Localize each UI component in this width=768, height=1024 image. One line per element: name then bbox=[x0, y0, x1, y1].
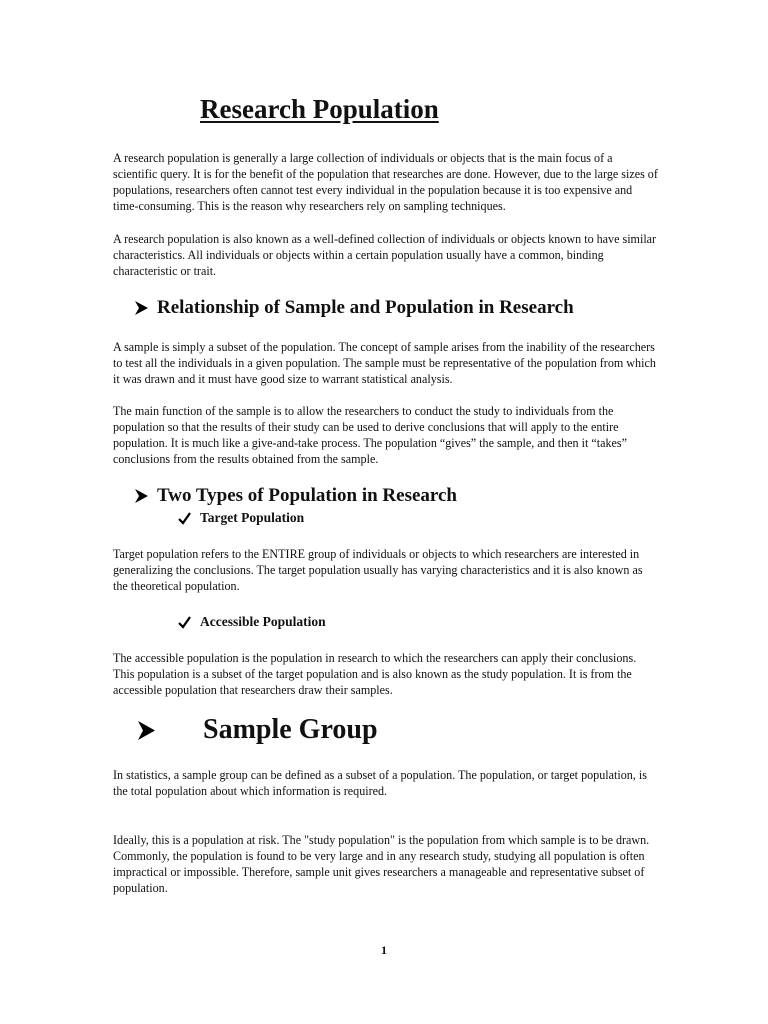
relationship-paragraph-2: The main function of the sample is to allow the researchers to conduct the study to individuals from the population so that the results of their study can be used to derive conclusions that will apply to the entire population. It is much like a give-and-take process. The population “gives” the sample, and then it “takes” conclusions from the results obtained from the sample. bbox=[113, 404, 627, 466]
sample-group-paragraph-2: Ideally, this is a population at risk. The "study population" is the population from which sample is to be drawn. Commonly, the population is found to be very large and in any research study, studying all population is often impractical or impossible. Therefore, sample unit gives researchers a manageable and representative subset of population. bbox=[113, 833, 650, 895]
page-title: Research Population bbox=[200, 94, 439, 124]
relationship-paragraph-1: A sample is simply a subset of the population. The concept of sample arises from the inability of the researchers to test all the individuals in a given population. The sample must be representative of the population from which it was drawn and it must have good size to warrant statistical analysis. bbox=[113, 340, 656, 386]
accessible-population-paragraph: The accessible population is the population in research to which the researchers can apply their conclusions. This population is a subset of the target population and is also known as the study population. It is from the accessible population that researchers draw their samples. bbox=[113, 651, 637, 697]
page-number: 1 bbox=[381, 943, 387, 957]
target-population-paragraph: Target population refers to the ENTIRE group of individuals or objects to which researchers are interested in generalizing the conclusions. The target population usually has varying characteristics and it is also known as the theoretical population. bbox=[113, 547, 643, 593]
subheading-target-population-text: Target Population bbox=[200, 510, 305, 525]
section-heading-types-text: Two Types of Population in Research bbox=[157, 485, 457, 506]
subheading-accessible-population bbox=[178, 614, 326, 630]
arrow-bullet-icon bbox=[134, 300, 149, 316]
section-heading-sample-group bbox=[137, 714, 378, 746]
section-heading-types bbox=[134, 485, 457, 507]
arrow-bullet-icon bbox=[137, 720, 156, 741]
section-heading-sample-group-text: Sample Group bbox=[203, 714, 378, 745]
arrow-bullet-icon bbox=[134, 488, 149, 504]
checkmark-icon bbox=[178, 616, 191, 629]
intro-paragraph-1: A research population is generally a large collection of individuals or objects that is the main focus of a scientific query. It is for the benefit of the population that researches are done. However, due to the large sizes of populations, researchers often cannot test every individual in the population because it is too expensive and time-consuming. This is the reason why researchers rely on sampling techniques. bbox=[113, 151, 658, 213]
subheading-accessible-population-text: Accessible Population bbox=[200, 614, 326, 629]
checkmark-icon bbox=[178, 512, 191, 525]
sample-group-paragraph-1: In statistics, a sample group can be defined as a subset of a population. The population, or target population, is the total population about which information is required. bbox=[113, 768, 647, 798]
intro-paragraph-2: A research population is also known as a well-defined collection of individuals or objects known to have similar characteristics. All individuals or objects within a certain population usually have a common, binding characteristic or trait. bbox=[113, 232, 657, 278]
section-heading-relationship-text: Relationship of Sample and Population in Research bbox=[157, 297, 574, 318]
section-heading-relationship bbox=[134, 297, 574, 319]
subheading-target-population bbox=[178, 510, 304, 526]
